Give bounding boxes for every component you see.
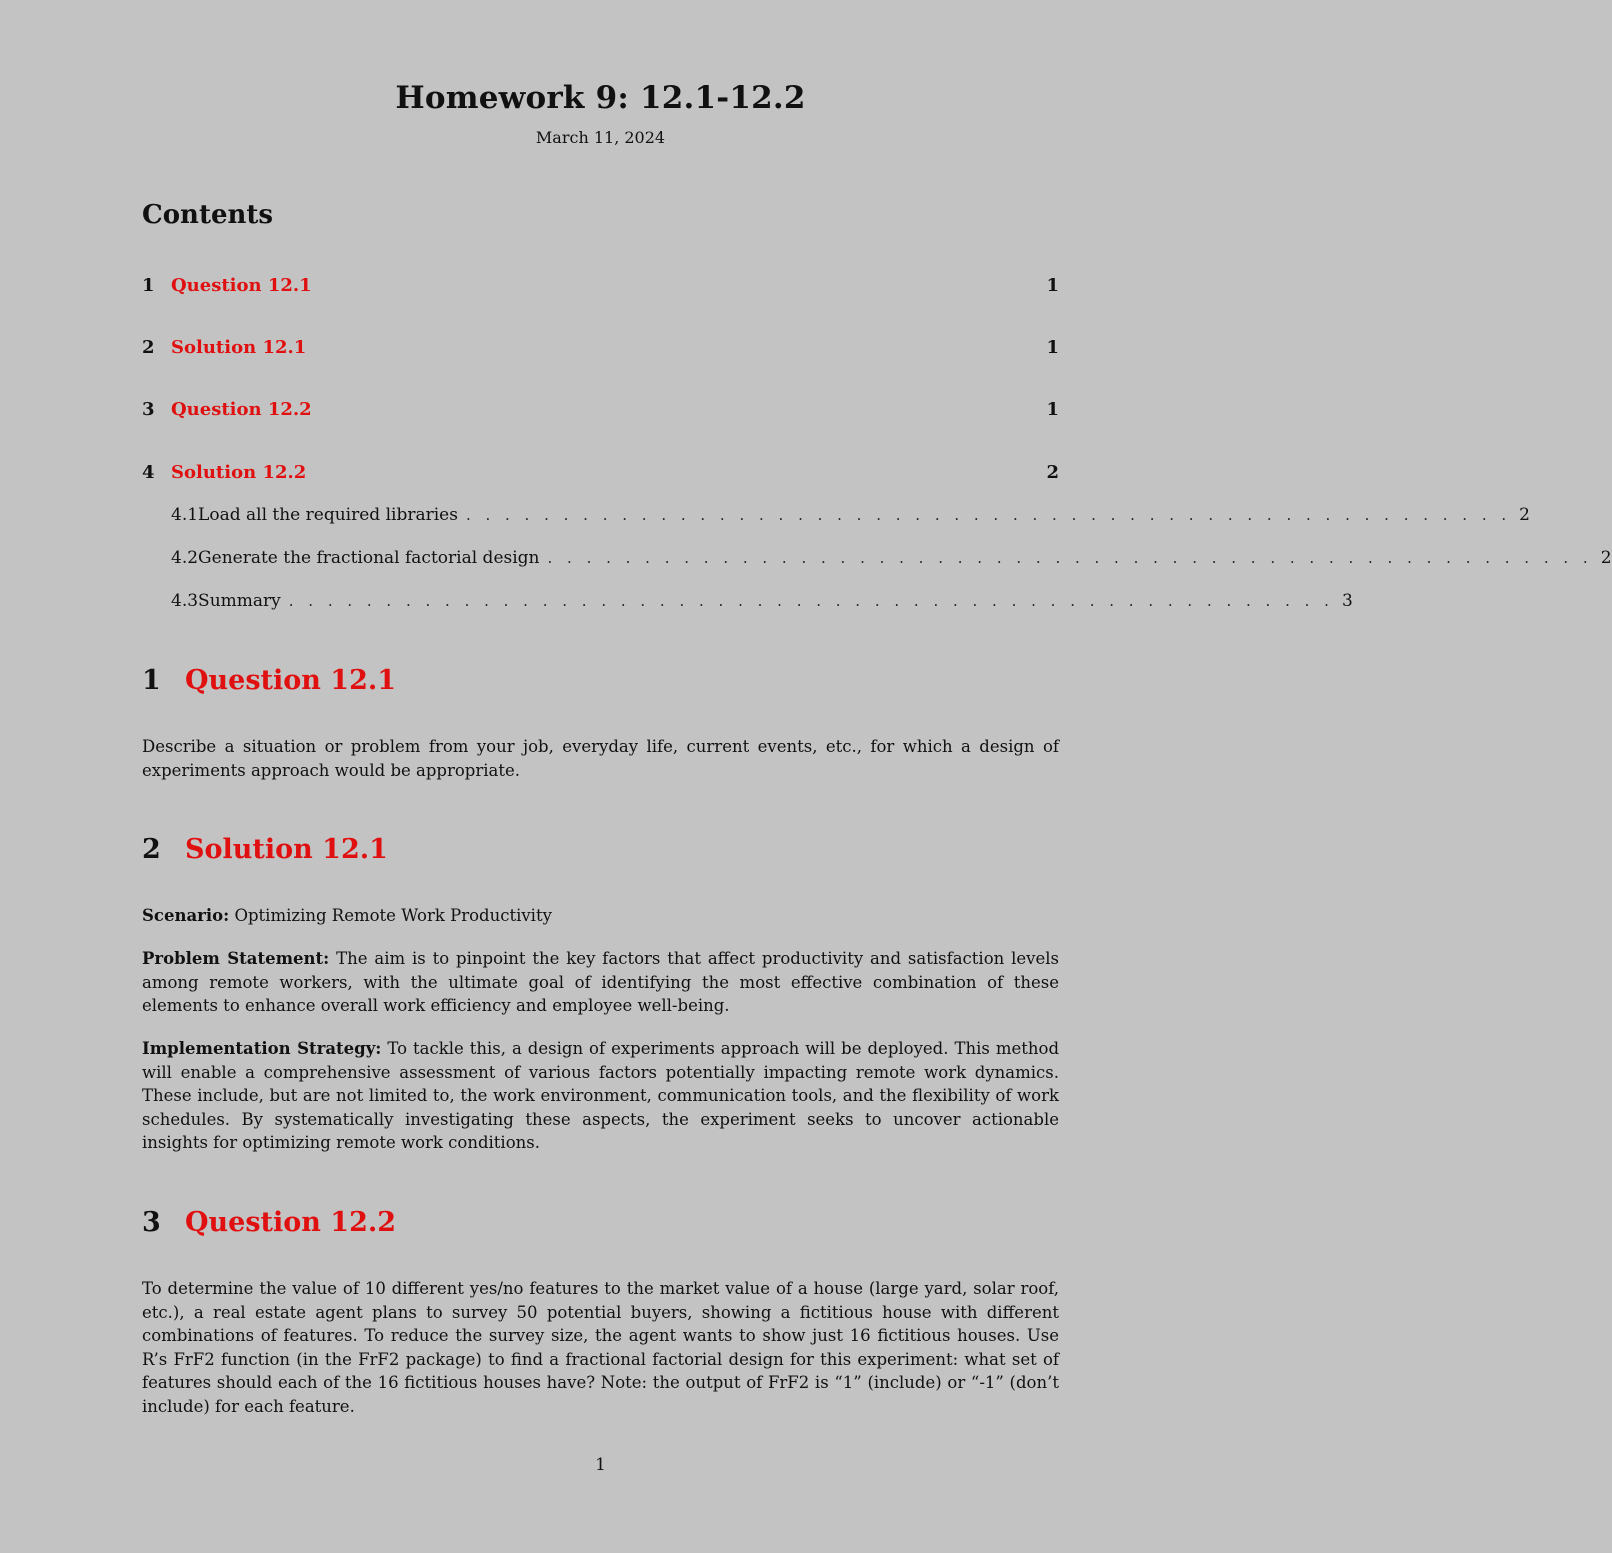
section-number: 2 xyxy=(142,834,161,865)
toc-entry-question-12-1[interactable] xyxy=(142,273,1059,297)
toc-entry-solution-12-2[interactable] xyxy=(142,460,1059,484)
scenario-label: Scenario: xyxy=(142,906,230,925)
toc-page-number: 2 xyxy=(1519,505,1530,525)
problem-statement-paragraph xyxy=(142,947,1059,1018)
question-12-1-text: Describe a situation or problem from your job, everyday life, current events, etc., for which a design of experiments approach would be appropriate. xyxy=(142,737,1059,780)
question-12-2-text: To determine the value of 10 different yes/no features to the market value of a house (large yard, solar roof, etc.), a real estate agent plans to survey 50 potential buyers, showing a fictitious house with different combinations of features. To reduce the survey size, the agent wants to show just 16 fictitious houses. Use R’s FrF2 function (in the FrF2 package) to find a fractional factorial design for this experiment: what set of features should each of the 16 fictitious houses have? Note: the output of FrF2 is “1” (include) or “-1” (don’t include) for each feature. xyxy=(142,1279,1059,1416)
toc-entry-question-12-2[interactable] xyxy=(142,397,1059,421)
toc-page-number: 1 xyxy=(1046,274,1059,296)
toc-link[interactable]: Solution 12.1 xyxy=(171,336,307,358)
section-title: Question 12.2 xyxy=(185,1207,397,1238)
section-heading-question-12-2 xyxy=(142,1207,396,1238)
toc-link[interactable]: Question 12.1 xyxy=(171,274,312,296)
toc-page-number: 2 xyxy=(1600,548,1612,568)
section-heading-solution-12-1 xyxy=(142,834,388,865)
toc-entry-solution-12-1[interactable] xyxy=(142,335,1059,359)
implementation-strategy-paragraph xyxy=(142,1037,1059,1155)
toc-page-number: 3 xyxy=(1341,591,1353,611)
problem-statement-label: Problem Statement: xyxy=(142,949,330,968)
toc-leader-dots: . . . . . . . . . . . . . . . . . . . . . . . . . . . . . . . . . . . . . . . . . . . . . . . . . . . . . . xyxy=(465,506,1512,524)
toc-leader-dots: . . . . . . . . . . . . . . . . . . . . . . . . . . . . . . . . . . . . . . . . . . . . . . . . . . . . . . xyxy=(288,592,1334,610)
section-heading-question-12-1 xyxy=(142,665,396,696)
scenario-text: Optimizing Remote Work Productivity xyxy=(229,906,552,925)
toc-subentry-design[interactable] xyxy=(171,546,1612,570)
toc-subentry-number: 4.2 xyxy=(171,548,199,568)
document-date: March 11, 2024 xyxy=(535,128,666,147)
page-number: 1 xyxy=(595,1455,606,1475)
section-title: Question 12.1 xyxy=(185,665,397,696)
toc-sublink[interactable]: Generate the fractional factorial design xyxy=(198,548,540,568)
toc-sublink[interactable]: Load all the required libraries xyxy=(198,505,458,525)
toc-entry-number: 4 xyxy=(142,461,155,483)
contents-heading: Contents xyxy=(142,200,274,230)
implementation-strategy-label: Implementation Strategy: xyxy=(142,1039,382,1058)
toc-page-number: 1 xyxy=(1046,398,1059,420)
toc-page-number: 2 xyxy=(1046,461,1059,483)
toc-entry-number: 1 xyxy=(142,274,155,296)
section-number: 1 xyxy=(142,665,161,696)
toc-subentry-summary[interactable] xyxy=(171,589,1353,613)
toc-link[interactable]: Question 12.2 xyxy=(171,398,312,420)
toc-page-number: 1 xyxy=(1046,336,1059,358)
section-number: 3 xyxy=(142,1207,161,1238)
toc-subentry-libraries[interactable] xyxy=(171,503,1530,527)
implementation-strategy-text: To tackle this, a design of experiments approach will be deployed. This method will enable a comprehensive assessment of various factors potentially impacting remote work dynamics. These include, but are not limited to, the work environment, communication tools, and the flexibility of work schedules. By systematically investigating these aspects, the experiment seeks to uncover actionable insights for optimizing remote work conditions. xyxy=(142,1039,1060,1152)
toc-entry-number: 2 xyxy=(142,336,155,358)
toc-subentry-number: 4.3 xyxy=(171,591,199,611)
toc-subentry-number: 4.1 xyxy=(171,505,199,525)
scenario-paragraph xyxy=(142,904,1059,928)
problem-statement-text: The aim is to pinpoint the key factors that affect productivity and satisfaction levels among remote workers, with the ultimate goal of identifying the most effective combination of these elements to enhance overall work efficiency and employee well-being. xyxy=(142,949,1059,1015)
toc-sublink[interactable]: Summary xyxy=(198,591,281,611)
toc-leader-dots: . . . . . . . . . . . . . . . . . . . . . . . . . . . . . . . . . . . . . . . . . . . . . . . . . . . . . . xyxy=(547,549,1593,567)
section-title: Solution 12.1 xyxy=(185,834,388,865)
toc-link[interactable]: Solution 12.2 xyxy=(171,461,307,483)
document-title: Homework 9: 12.1-12.2 xyxy=(395,80,806,116)
toc-entry-number: 3 xyxy=(142,398,155,420)
